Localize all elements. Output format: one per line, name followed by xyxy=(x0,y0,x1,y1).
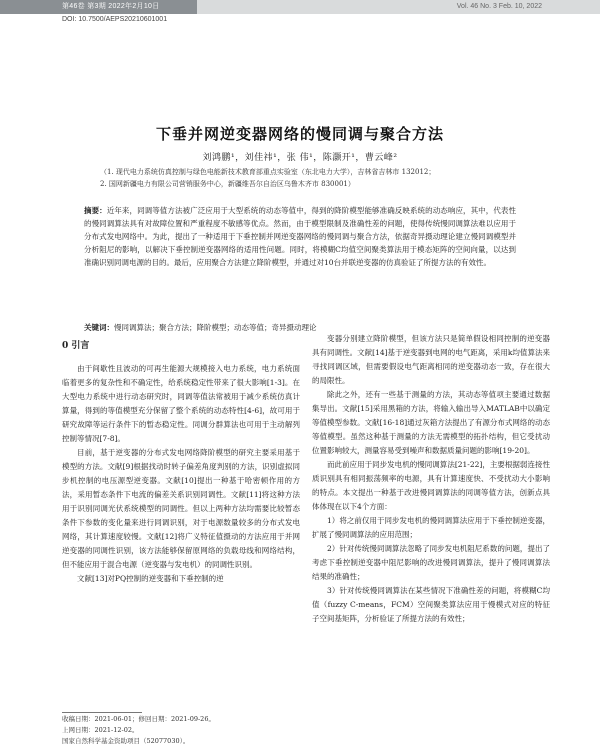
affiliation-1: （1. 现代电力系统仿真控制与绿色电能新技术教育部重点实验室（东北电力大学），吉林省吉林市 132012； xyxy=(100,168,436,176)
authors: 刘鸿鹏¹，刘佳祎¹，张 伟¹，陈灏开¹，曹云峰² xyxy=(202,153,398,163)
right-paragraph: 2）针对传统慢同调算法忽略了同步发电机阻尼系数的问题，提出了考虑下垂控制逆变器中阻尼影响的改进慢同调算法，提升了慢同调算法结果的准确性； xyxy=(312,544,550,581)
keywords-text: 慢同调算法；聚合方法；降阶模型；动态等值；奇异摄动理论 xyxy=(114,323,317,332)
right-paragraph: 变器分别建立降阶模型，但该方法只是简单假设相同控制的逆变器具有同调性。文献[14]基于逆变器到电网的电气距离，采用k均值算法来寻找同调区域，但需要假设电气距离相同的逆变器动态一致，存在很大的局限性。 xyxy=(312,334,550,385)
left-paragraph: 目前，基于逆变器的分布式发电网络降阶模型的研究主要采用基于模型的方法。文献[9]根据找动时转子偏差角度判别的方法，识别虚拟同步机控制的电压源型逆变器。文献[10]提出一种基于哈密顿作用的方法，采用暂态条件下电流的偏差关系识别同调性。文献[11]将这种方法用于识别同调光伏系统模型的同调性。但以上两种方法均需要比较暂态条件下参数的变化量来进行同调识别，对于电源数量较多的分布式发电网络，其计算速度较慢。文献[12]将广义特征值摄动的方法应用于并网逆变器的同调性识别，该方法能够保留原网络的负载母线和网络结构，但不能应用于混合电源（逆变器与发电机）的同调性识别。 xyxy=(62,448,300,569)
issue-info: 第46卷 第3期 2022年2月10日 xyxy=(0,0,197,14)
right-paragraph: 除此之外，还有一些基于测量的方法，其动态等值项主要通过数据集导出。文献[15]采用黑箱的方法，将输入输出导入MATLAB中以确定等值模型参数。文献[16-18]通过灰箱方法提出了有源分布式网络的动态等值模型。虽然这种基于测量的方法无需模型的拓扑结构，但它受扰动位置影响较大，测量容易受到噪声和数据质量问题的影响[19-20]。 xyxy=(312,390,550,455)
footnote-rule xyxy=(62,712,142,713)
doi: DOI: 10.7500/AEPS20210601001 xyxy=(62,16,168,23)
affiliations xyxy=(100,166,520,190)
abstract xyxy=(84,204,516,269)
paper-title: 下垂并网逆变器网络的慢同调与聚合方法 xyxy=(155,125,444,143)
volume-info: Vol. 46 No. 3 Feb. 10, 2022 xyxy=(197,0,600,14)
footnote-funding: 国家自然科学基金资助项目（52077030）。 xyxy=(62,737,190,745)
footnotes xyxy=(62,714,302,747)
right-paragraph: 而此前应用于同步发电机的慢同调算法[21-22]，主要根据弱连接性质识别具有相同振荡频率的电源，具有计算速度快、不受扰动大小影响的特点。本文提出一种基于改进慢同调算法的同调等值方法，创新点具体体现在以下4个方面： xyxy=(312,460,550,511)
keywords-label: 关键词： xyxy=(84,323,114,332)
journal-header-bar xyxy=(0,0,600,14)
abstract-text: 近年来，同调等值方法被广泛应用于大型系统的动态等值中，得到的降阶模型能够准确反映系统的动态响应，其中，代表性的慢同调算法具有对故障位置和严重程度不敏感等优点。然而，由于模型限制及准确性差的问题，使得传统慢同调算法难以应用于分布式发电网络中。为此，提出了一种适用于下垂控制并网逆变器网络的慢同调与聚合方法，依据奇异摄动理论建立慢同调模型并分析阻尼的影响，以解决下垂控制逆变器网络的适用性问题。同时，将模糊C均值空间聚类算法用于模态矩阵的空间向量，以达到准确识别同调电源的目的。最后，应用聚合方法建立降阶模型，并通过对10台并联逆变器的仿真验证了所提方法的有效性。 xyxy=(84,206,517,267)
right-paragraph: 1）将之前仅用于同步发电机的慢同调算法应用于下垂控制逆变器，扩展了慢同调算法的应用范围； xyxy=(312,516,550,539)
affiliation-2: 2. 国网新疆电力有限公司营销服务中心，新疆维吾尔自治区乌鲁木齐市 830001） xyxy=(100,180,355,188)
right-column xyxy=(312,332,550,626)
left-paragraph: 由于间歇性且波动的可再生能源大规模接入电力系统，电力系统面临着更多的复杂性和不确定性，给系统稳定性带来了很大影响[1-3]。在大型电力系统中进行动态研究时，同调等值法常被用于减少系统仿真计算量，得到的等值模型充分保留了整个系统的动态特性[4-6]，故可用于研究故障等运行条件下的暂态稳定性。同调分群算法也可用于主动解列控制等情况[7-8]。 xyxy=(62,364,300,443)
footnote-online: 上网日期：2021-12-02。 xyxy=(62,726,139,734)
left-paragraph: 文献[13]对PQ控制的逆变器和下垂控制的逆 xyxy=(77,574,224,583)
right-paragraph: 3）针对传统慢同调算法在某些情况下准确性差的问题，将模糊C均值（fuzzy C-means，FCM）空间聚类算法应用于慢模式对应的特征子空间基矩阵，分析验证了所提方法的有效性； xyxy=(312,586,550,623)
abstract-label: 摘要： xyxy=(84,206,107,215)
left-column xyxy=(62,362,300,586)
footnote-received: 收稿日期：2021-06-01；修回日期：2021-09-26。 xyxy=(62,715,215,723)
section-heading: 0 引言 xyxy=(62,341,90,351)
